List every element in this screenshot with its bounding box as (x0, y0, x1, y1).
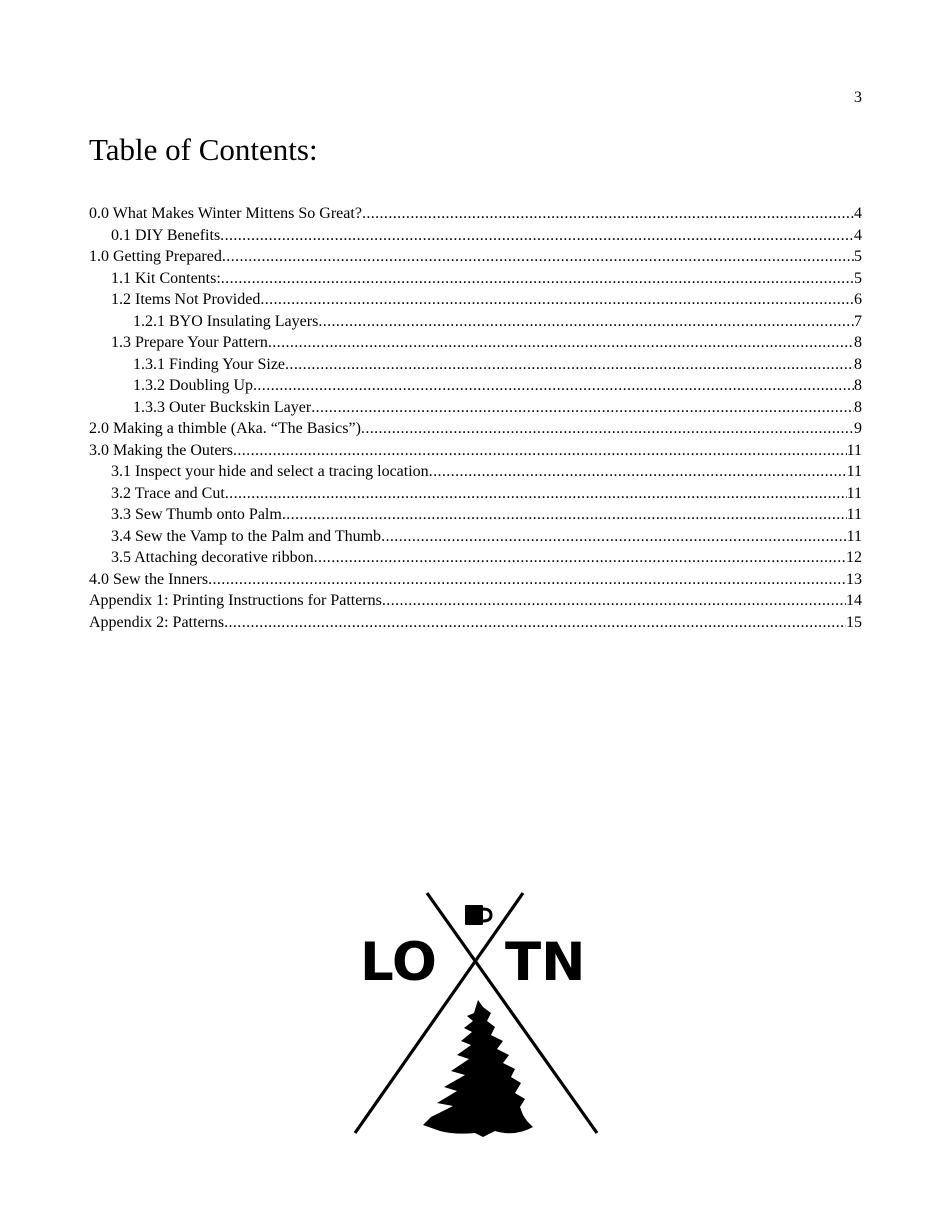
toc-entry-page: 5 (854, 269, 862, 287)
toc-entry[interactable] (89, 590, 862, 612)
toc-entry-page: 11 (846, 506, 862, 523)
toc-entry-label: 1.2 Items Not Provided (111, 291, 261, 308)
toc-entry[interactable] (89, 225, 862, 247)
toc-entry-page: 11 (846, 463, 862, 480)
toc-entry-leader (314, 547, 846, 569)
toc-entry-leader (225, 483, 847, 505)
toc-entry-page: 4 (854, 205, 862, 222)
toc-title: Table of Contents: (89, 132, 318, 167)
toc-entry-label: 0.1 DIY Benefits (111, 226, 221, 244)
toc-entry[interactable] (89, 354, 862, 376)
toc-entry-leader (285, 354, 854, 376)
toc-entry-label: 2.0 Making a thimble (Aka. “The Basics”) (89, 420, 361, 437)
toc-entry[interactable] (89, 375, 862, 397)
toc-entry-leader (220, 225, 854, 247)
toc-entry[interactable] (89, 397, 862, 419)
toc-entry-label: 1.3 Prepare Your Pattern (111, 334, 268, 351)
toc-entry-page: 11 (846, 441, 862, 459)
toc-entry-label: 3.2 Trace and Cut (111, 484, 225, 502)
toc-entry-label: 1.2.1 BYO Insulating Layers (133, 312, 319, 330)
toc-entry[interactable] (89, 332, 862, 354)
toc-entry[interactable] (89, 289, 862, 311)
toc-entry[interactable] (89, 440, 862, 462)
toc-entry-leader (224, 612, 846, 634)
toc-entry-label: 3.1 Inspect your hide and select a tracing location (111, 463, 429, 480)
toc-entry-leader (381, 526, 847, 548)
toc-entry[interactable] (89, 569, 862, 591)
toc-entry[interactable] (89, 311, 862, 333)
toc-entry[interactable] (89, 203, 862, 225)
toc-entry-page: 8 (854, 334, 862, 351)
logo-text-left: LO (360, 932, 437, 993)
toc-entry-page: 8 (854, 355, 862, 373)
toc-entry-leader (311, 397, 854, 419)
toc-entry-label: 1.0 Getting Prepared (89, 248, 222, 265)
toc-entry-page: 14 (846, 592, 862, 609)
toc-entry[interactable] (89, 526, 862, 548)
toc-entry-label: 4.0 Sew the Inners (89, 570, 209, 588)
toc-entry-label: 0.0 What Makes Winter Mittens So Great? (89, 205, 362, 222)
toc-entry-page: 8 (854, 377, 862, 394)
toc-entry-page: 13 (846, 570, 862, 588)
toc-entry-label: 1.3.2 Doubling Up (133, 377, 253, 394)
toc-entry-leader (222, 246, 854, 268)
toc-entry-page: 12 (846, 549, 862, 566)
toc-entry-leader (282, 504, 847, 526)
toc-entry[interactable] (89, 483, 862, 505)
toc-entry-label: 1.3.1 Finding Your Size (133, 355, 286, 373)
toc-entry-leader (208, 569, 846, 591)
toc-entry-label: Appendix 1: Printing Instructions for Patterns (89, 592, 382, 609)
toc-entry[interactable] (89, 612, 862, 634)
mug-icon (465, 905, 491, 925)
toc-entry-leader (429, 461, 847, 483)
toc-entry-label: 3.5 Attaching decorative ribbon (111, 549, 314, 566)
toc-entry[interactable] (89, 268, 862, 290)
toc-entry-leader (233, 440, 847, 462)
toc-entry-page: 11 (846, 527, 862, 545)
toc-entry[interactable] (89, 461, 862, 483)
toc-entry-page: 15 (846, 613, 862, 631)
toc-entry-page: 5 (854, 248, 862, 265)
toc-entry-page: 4 (854, 226, 862, 244)
toc-entry-leader (318, 311, 854, 333)
toc-entry-label: Appendix 2: Patterns (89, 613, 225, 631)
toc-entry-leader (268, 332, 854, 354)
toc-entry-leader (362, 203, 854, 225)
toc-entry-label: 3.3 Sew Thumb onto Palm (111, 506, 282, 523)
toc-entry-page: 9 (854, 420, 862, 437)
toc-entry-page: 8 (854, 398, 862, 416)
toc-entry-page: 11 (846, 484, 862, 502)
toc-entry-leader (382, 590, 846, 612)
table-of-contents (89, 203, 862, 633)
toc-entry[interactable] (89, 504, 862, 526)
toc-entry-label: 1.3.3 Outer Buckskin Layer (133, 398, 312, 416)
logo-text-right: TN (505, 932, 586, 993)
toc-entry[interactable] (89, 246, 862, 268)
toc-entry-leader (253, 375, 854, 397)
toc-entry-label: 3.4 Sew the Vamp to the Palm and Thumb (111, 527, 382, 545)
toc-entry-page: 7 (854, 312, 862, 330)
toc-entry-leader (260, 289, 854, 311)
toc-entry-page: 6 (854, 291, 862, 308)
toc-entry-leader (361, 418, 854, 440)
toc-entry[interactable] (89, 418, 862, 440)
toc-entry-leader (221, 268, 854, 290)
toc-entry-label: 1.1 Kit Contents: (111, 269, 221, 287)
toc-entry[interactable] (89, 547, 862, 569)
brand-logo (345, 885, 605, 1140)
toc-entry-label: 3.0 Making the Outers (89, 441, 233, 459)
page-number: 3 (854, 89, 862, 106)
